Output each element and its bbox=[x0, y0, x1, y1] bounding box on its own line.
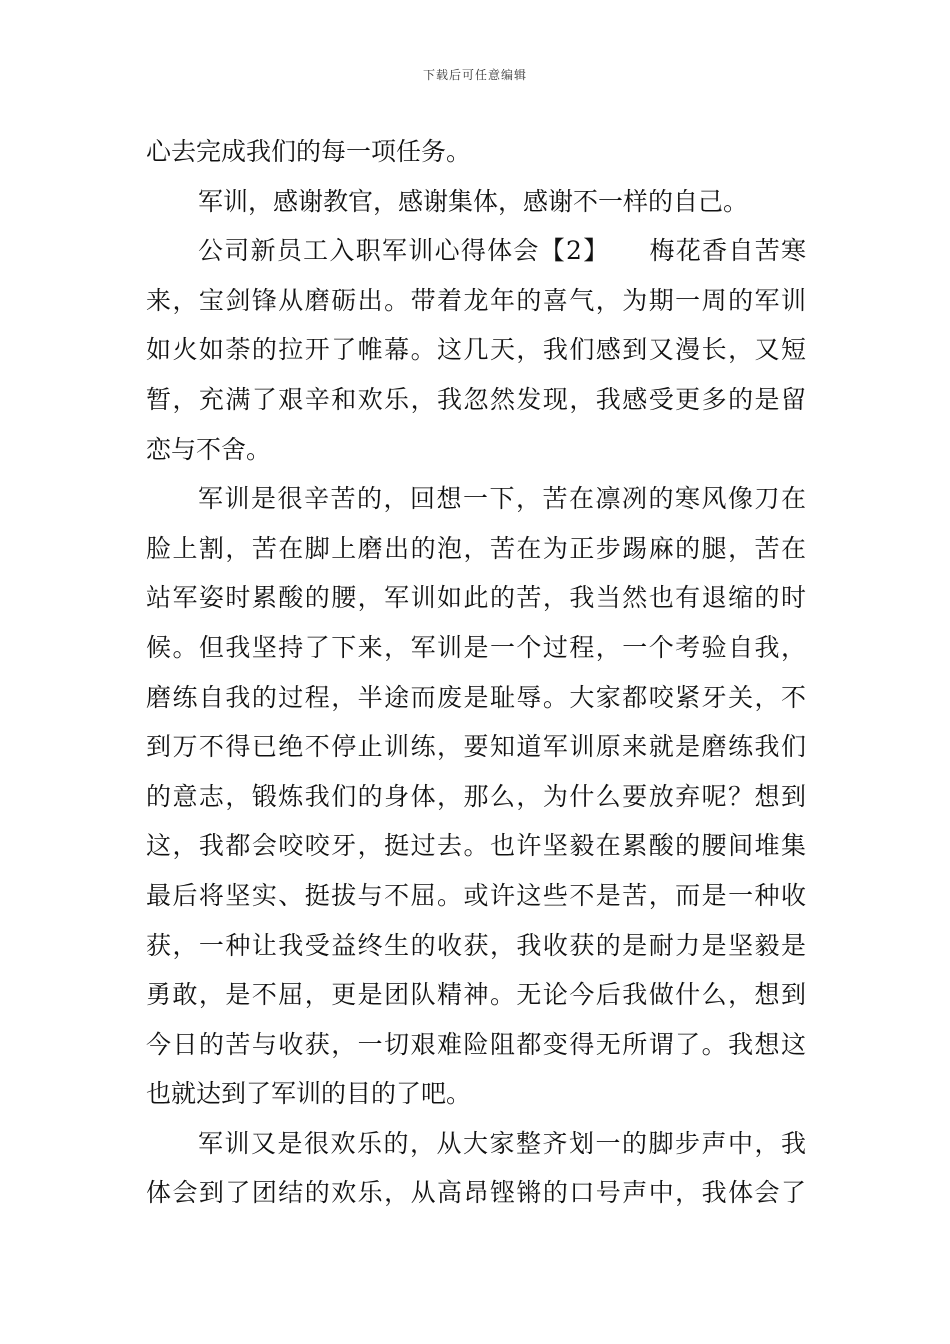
text-line: 候。但我坚持了下来，军训是一个过程，一个考验自我， bbox=[146, 632, 806, 662]
text-line: 恋与不舍。 bbox=[146, 434, 272, 464]
text-line: 站军姿时累酸的腰，军训如此的苦，我当然也有退缩的时 bbox=[146, 583, 806, 613]
text-line: 来，宝剑锋从磨砺出。带着龙年的喜气，为期一周的军训 bbox=[146, 285, 806, 315]
text-line: 到万不得已绝不停止训练，要知道军训原来就是磨练我们 bbox=[146, 732, 806, 762]
text-line: 勇敢，是不屈，更是团队精神。无论今后我做什么，想到 bbox=[146, 980, 806, 1010]
text-line: 公司新员工入职军训心得体会【2】 梅花香自苦寒 bbox=[198, 236, 806, 266]
page-header: 下载后可任意编辑 bbox=[422, 68, 527, 82]
text-line: 也就达到了军训的目的了吧。 bbox=[146, 1079, 472, 1109]
text-line: 心去完成我们的每一项任务。 bbox=[146, 137, 472, 166]
text-line: 最后将坚实、挺拔与不屈。或许这些不是苦，而是一种收 bbox=[146, 880, 806, 910]
text-line: 今日的苦与收获，一切艰难险阻都变得无所谓了。我想这 bbox=[146, 1029, 806, 1059]
text-line: 体会到了团结的欢乐，从高昂铿锵的口号声中，我体会了 bbox=[146, 1178, 806, 1208]
text-line: 的意志，锻炼我们的身体，那么，为什么要放弃呢？想到 bbox=[146, 781, 806, 811]
document-body bbox=[146, 127, 806, 1218]
text-line: 军训是很辛苦的，回想一下，苦在凛冽的寒风像刀在 bbox=[198, 484, 806, 514]
text-line: 脸上割，苦在脚上磨出的泡，苦在为正步踢麻的腿，苦在 bbox=[146, 533, 806, 563]
text-line: 磨练自我的过程，半途而废是耻辱。大家都咬紧牙关，不 bbox=[146, 682, 806, 712]
text-line: 军训又是很欢乐的，从大家整齐划一的脚步声中，我 bbox=[198, 1128, 806, 1158]
text-line: 这，我都会咬咬牙，挺过去。也许坚毅在累酸的腰间堆集 bbox=[146, 831, 806, 861]
text-line: 军训，感谢教官，感谢集体，感谢不一样的自己。 bbox=[198, 186, 749, 216]
text-line: 如火如荼的拉开了帷幕。这几天，我们感到又漫长，又短 bbox=[146, 335, 806, 365]
text-line: 获，一种让我受益终生的收获，我收获的是耐力是坚毅是 bbox=[146, 930, 806, 960]
text-line: 暂，充满了艰辛和欢乐，我忽然发现，我感受更多的是留 bbox=[146, 384, 806, 414]
